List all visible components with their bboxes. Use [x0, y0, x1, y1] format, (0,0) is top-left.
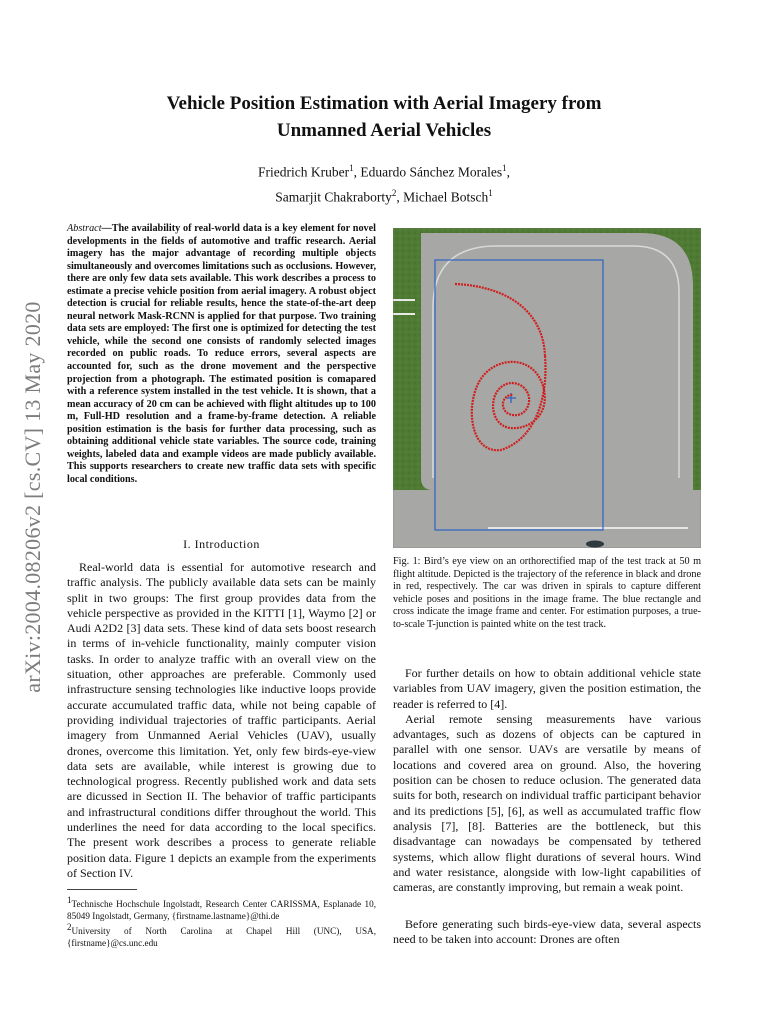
section-heading: I. Introduction: [183, 537, 260, 551]
footnote-text: Technische Hochschule Ingolstadt, Research Center CARISSMA, Esplanade 10, 85049 Ingolstadt, Germany, {firstname.lastname}@thi.de: [67, 899, 376, 921]
footnote-mark: 2: [67, 922, 72, 933]
abstract-label: Abstract: [67, 223, 102, 234]
paragraph: Aerial remote sensing measurements have various advantages, such as dozens of objects can be captured in parallel with one sensor. UAVs are versatile by means of locations and covered area on ground. Also, the hovering position can be chosen to reduce oclusion. The generated data suits for both, research on individual traffic participant behavior and its predictions [5], [6], as well as accumulated traffic flow analysis [7], [8]. Batteries are the bottleneck, but this disadvantage can nowadays be compensated by tethered systems, which allow flight durations of several hours. Wind and water resistance, alongside with low-light capabilities of cameras, are constantly improving, but remain a weak point.: [393, 711, 701, 895]
aerial-image: [393, 228, 701, 548]
title-line-2: Unmanned Aerial Vehicles: [276, 120, 492, 141]
footnotes: [67, 895, 376, 950]
figure-1: [393, 228, 701, 548]
author-line-1: Friedrich Kruber$^1$, Eduardo Sánchez Morales$^1$,: [258, 163, 510, 180]
footnote-text: University of North Carolina at Chapel Hill (UNC), USA, {firstname}@cs.unc.edu: [67, 926, 376, 948]
paper-title: [100, 90, 668, 144]
abstract-text: —The availability of real-world data is a key element for novel developments in the fields of automotive and traffic research. Aerial imagery has the major advantage of recording multiple objects simultaneously and overcomes limitations such as occlusions. However, there are only few data sets available. This work describes a process to estimate a precise vehicle position from aerial imagery. A robust object detection is crucial for reliable results, hence the state-of-the-art deep neural network Mask-RCNN is applied for that purpose. Two training data sets are employed: The first one is optimized for detecting the test vehicle, while the second one consists of randomly selected images recorded on public roads. To reduce errors, several aspects are accounted for, such as the drone movement and the perspective projection from a photograph. The estimated position is comapared with a reference system installed in the test vehicle. It is shown, that a mean accuracy of 20 cm can be achieved with flight altitudes up to 100 m, Full-HD resolution and a frame-by-frame detection. A reliable position estimation is the basis for further data processing, such as obtaining additional vehicle state variables. The source code, training weights, labeled data and example videos are made publicly available. This supports researchers to create new traffic data sets with specific local conditions.: [67, 223, 376, 485]
author-name: Friedrich Kruber: [258, 164, 350, 180]
author-list: [100, 158, 668, 207]
parked-car: [586, 541, 604, 548]
author-name: Samarjit Chakraborty: [275, 189, 392, 204]
author-line-2: Samarjit Chakraborty$^2$, Michael Botsch$^1$: [275, 187, 493, 204]
paragraph: Before generating such birds-eye-view data, several aspects need to be taken into account: Drones are often: [393, 917, 701, 947]
footnote-2: [67, 922, 376, 949]
footnote-mark: 1: [67, 895, 72, 905]
footnote-1: [67, 895, 376, 922]
abstract: [67, 223, 376, 486]
arxiv-sidebar: [8, 262, 58, 732]
affiliation-mark: 1: [349, 163, 354, 173]
introduction-body: [67, 560, 376, 881]
paragraph: Real-world data is essential for automotive research and traffic analysis. The publicly available data sets can be mainly split in two groups: The first group provides data from the vehicle perspective as provided in the KITTI [1], Waymo [2] or Audi A2D2 [3] data sets. These kind of data sets boost research in terms of in-vehicle functionality, mainly computer vision tasks. In order to analyze traffic with an overall view on the situation, other approaches are preferable. Commonly used infrastructure sensing technologies like inductive loops provide accurate accumulated traffic data, while not being capable of providing individual trajectories of traffic participants. Aerial imagery from Unmanned Aerial Vehicles (UAV), usually drones, overcome this limitation. Yet, only few birds-eye-view data sets are available, while interest is growing due to technological progress. Recently published work and data sets are dicussed in Section II. The behavior of traffic participants and infrastructural conditions differ throughout the world. This underlines the need for data according to the local specifics. The present work describes a process to generate reliable position data. Figure 1 depicts an example from the experiments of Section IV.: [67, 560, 376, 880]
affiliation-mark: 1: [502, 163, 507, 173]
title-line-1: Vehicle Position Estimation with Aerial Imagery from: [166, 93, 602, 114]
asphalt-track: [393, 233, 701, 548]
paragraph: For further details on how to obtain additional vehicle state variables from UAV imagery, given the position estimation, the reader is referred to [4].: [393, 666, 701, 711]
author-name: Eduardo Sánchez Morales: [360, 164, 503, 180]
affiliation-mark: 1: [488, 187, 493, 198]
arxiv-identifier: arXiv:2004.08206v2 [cs.CV] 13 May 2020: [20, 301, 45, 693]
right-column-body: [393, 666, 701, 895]
footnote-rule: [67, 889, 137, 890]
right-column-continued: [393, 917, 701, 948]
figure-caption: Fig. 1: Bird’s eye view on an orthorectified map of the test track at 50 m flight altitude. Depicted is the trajectory of the reference in black and drone in red, respectively. The car was driven in spirals to capture different vehicle poses and positions in the image frame. The blue rectangle and cross indicate the image frame and center. For estimation purposes, a true-to-scale T-junction is painted white on the test track.: [393, 556, 701, 630]
author-name: Michael Botsch: [403, 189, 489, 204]
affiliation-mark: 2: [391, 187, 397, 198]
